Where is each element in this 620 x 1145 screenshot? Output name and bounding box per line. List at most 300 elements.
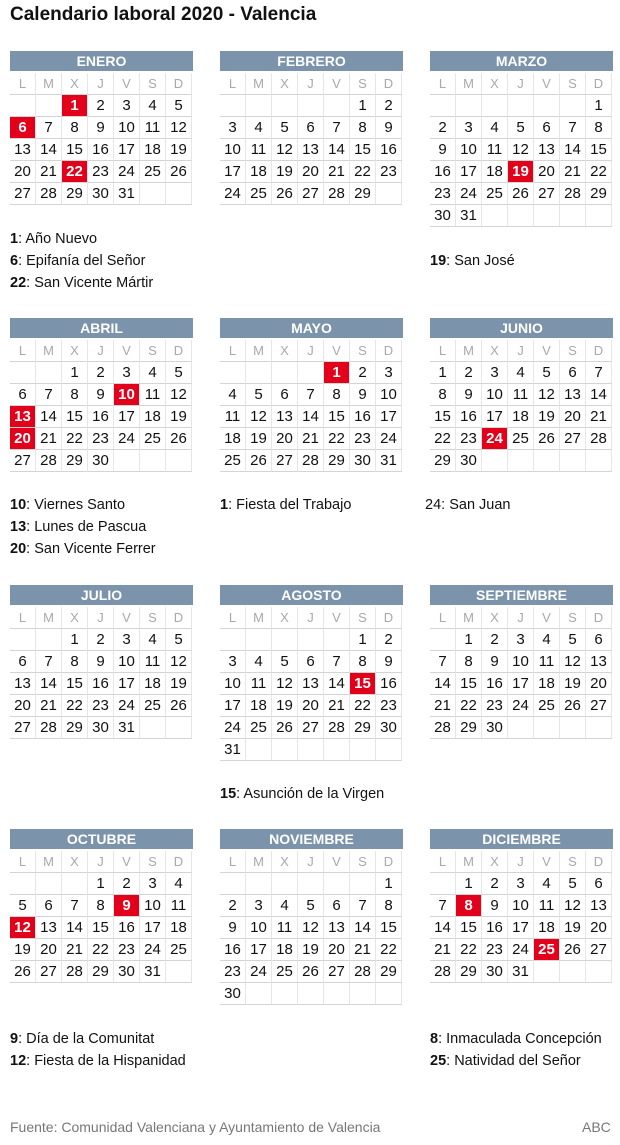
month-header: DICIEMBRE (430, 829, 613, 849)
empty-cell (272, 629, 298, 651)
day-cell: 12 (560, 651, 586, 673)
day-cell: 3 (114, 629, 140, 651)
day-cell: 17 (456, 161, 482, 183)
day-cell: 30 (88, 717, 114, 739)
day-cell: 30 (376, 717, 402, 739)
day-cell: 19 (534, 406, 560, 428)
day-cell: 20 (298, 161, 324, 183)
day-cell: 29 (586, 183, 612, 205)
day-cell: 17 (114, 406, 140, 428)
day-cell: 26 (166, 695, 192, 717)
day-cell: 18 (508, 406, 534, 428)
day-cell: 31 (114, 717, 140, 739)
holiday-note-text: Año Nuevo (25, 231, 98, 247)
day-cell: 9 (482, 895, 508, 917)
day-cell: 24 (114, 428, 140, 450)
holiday-note-separator: : (18, 253, 27, 269)
day-cell: 22 (88, 939, 114, 961)
day-cell: 2 (376, 629, 402, 651)
holiday-note-separator: : (236, 786, 244, 802)
day-cell: 13 (586, 651, 612, 673)
weekday-label: L (430, 340, 456, 362)
day-cell: 2 (88, 629, 114, 651)
weekday-label: J (508, 73, 534, 95)
holiday-note-day: 22 (10, 275, 27, 291)
day-cell: 13 (534, 139, 560, 161)
empty-cell (140, 717, 166, 739)
weekday-label: J (298, 607, 324, 629)
day-cell: 13 (36, 917, 62, 939)
day-cell: 7 (430, 651, 456, 673)
day-cell: 18 (534, 917, 560, 939)
weekday-label: M (456, 73, 482, 95)
holiday-note-text: San Vicente Ferrer (34, 541, 156, 557)
day-cell: 19 (560, 917, 586, 939)
day-cell: 5 (560, 873, 586, 895)
weekday-label: S (560, 340, 586, 362)
day-cell: 12 (298, 917, 324, 939)
day-cell: 14 (62, 917, 88, 939)
day-cell: 13 (10, 673, 36, 695)
day-cell: 26 (560, 695, 586, 717)
month-abril (10, 318, 193, 472)
holiday-note-text: Día de la Comunitat (26, 1031, 155, 1047)
day-cell: 15 (88, 917, 114, 939)
day-cell: 12 (534, 384, 560, 406)
holiday-note-day: 1 (10, 231, 19, 247)
day-cell: 4 (534, 873, 560, 895)
day-cell: 12 (508, 139, 534, 161)
day-cell: 11 (166, 895, 192, 917)
weekday-label: X (62, 73, 88, 95)
day-cell: 9 (456, 384, 482, 406)
day-cell: 28 (36, 183, 62, 205)
day-cell: 30 (114, 961, 140, 983)
month-header: OCTUBRE (10, 829, 193, 849)
day-cell: 18 (166, 917, 192, 939)
day-cell: 16 (430, 161, 456, 183)
empty-cell (298, 739, 324, 761)
day-cell: 6 (586, 629, 612, 651)
notes-agosto (220, 783, 384, 805)
day-cell: 16 (114, 917, 140, 939)
day-cell: 22 (456, 939, 482, 961)
day-cell: 20 (298, 695, 324, 717)
day-cell: 9 (376, 117, 402, 139)
day-cell: 2 (482, 629, 508, 651)
holiday-day-cell: 15 (350, 673, 376, 695)
empty-cell (534, 717, 560, 739)
month-febrero (220, 51, 403, 205)
holiday-day-cell: 24 (482, 428, 508, 450)
empty-cell (10, 95, 36, 117)
empty-cell (36, 629, 62, 651)
weekday-label: S (560, 73, 586, 95)
day-cell: 8 (430, 384, 456, 406)
day-cell: 17 (508, 917, 534, 939)
weekday-label: L (430, 851, 456, 873)
day-cell: 29 (324, 450, 350, 472)
day-cell: 12 (246, 406, 272, 428)
day-cell: 8 (62, 651, 88, 673)
day-cell: 11 (534, 895, 560, 917)
day-cell: 18 (140, 406, 166, 428)
day-cell: 25 (140, 428, 166, 450)
holiday-note (10, 228, 153, 250)
month-enero (10, 51, 193, 205)
weekday-label: M (246, 73, 272, 95)
day-cell: 28 (36, 717, 62, 739)
weekday-label: V (114, 851, 140, 873)
empty-cell (560, 205, 586, 227)
day-cell: 11 (140, 384, 166, 406)
holiday-note-separator: : (446, 1053, 455, 1069)
month-grid (430, 851, 613, 983)
day-cell: 6 (298, 117, 324, 139)
day-cell: 15 (430, 406, 456, 428)
day-cell: 11 (508, 384, 534, 406)
day-cell: 16 (376, 673, 402, 695)
day-cell: 11 (272, 917, 298, 939)
empty-cell (166, 450, 192, 472)
day-cell: 24 (246, 961, 272, 983)
day-cell: 14 (298, 406, 324, 428)
holiday-note-day: 20 (10, 541, 27, 557)
holiday-note-text: Lunes de Pascua (34, 519, 147, 535)
day-cell: 14 (36, 673, 62, 695)
day-cell: 20 (324, 939, 350, 961)
day-cell: 26 (10, 961, 36, 983)
holiday-note (10, 516, 156, 538)
weekday-label: J (508, 340, 534, 362)
holiday-note-separator: : (446, 253, 455, 269)
holiday-day-cell: 12 (10, 917, 36, 939)
day-cell: 5 (166, 362, 192, 384)
day-cell: 14 (430, 917, 456, 939)
holiday-note (10, 538, 156, 560)
day-cell: 22 (350, 161, 376, 183)
day-cell: 17 (482, 406, 508, 428)
empty-cell (324, 983, 350, 1005)
day-cell: 15 (62, 406, 88, 428)
empty-cell (140, 183, 166, 205)
empty-cell (10, 873, 36, 895)
day-cell: 5 (272, 117, 298, 139)
day-cell: 4 (534, 629, 560, 651)
holiday-note-day: 9 (10, 1031, 19, 1047)
day-cell: 28 (560, 183, 586, 205)
day-cell: 13 (298, 673, 324, 695)
month-diciembre (430, 829, 613, 983)
day-cell: 1 (586, 95, 612, 117)
day-cell: 25 (246, 717, 272, 739)
empty-cell (272, 362, 298, 384)
day-cell: 2 (220, 895, 246, 917)
notes-mayo (220, 494, 351, 516)
holiday-note (10, 1028, 186, 1050)
day-cell: 7 (36, 117, 62, 139)
weekday-label: J (88, 607, 114, 629)
weekday-label: S (140, 73, 166, 95)
day-cell: 11 (246, 139, 272, 161)
day-cell: 5 (560, 629, 586, 651)
weekday-label: D (586, 340, 612, 362)
day-cell: 3 (456, 117, 482, 139)
day-cell: 12 (272, 673, 298, 695)
holiday-day-cell: 13 (10, 406, 36, 428)
day-cell: 5 (534, 362, 560, 384)
day-cell: 22 (456, 695, 482, 717)
empty-cell (298, 362, 324, 384)
day-cell: 20 (10, 695, 36, 717)
day-cell: 22 (586, 161, 612, 183)
day-cell: 22 (324, 428, 350, 450)
holiday-note-day: 1 (220, 497, 229, 513)
holiday-day-cell: 1 (62, 95, 88, 117)
holiday-note (10, 250, 153, 272)
weekday-label: L (220, 340, 246, 362)
day-cell: 29 (376, 961, 402, 983)
empty-cell (10, 629, 36, 651)
weekday-label: D (586, 607, 612, 629)
empty-cell (36, 362, 62, 384)
empty-cell (508, 95, 534, 117)
day-cell: 30 (88, 450, 114, 472)
month-header: ENERO (10, 51, 193, 71)
weekday-label: J (88, 340, 114, 362)
day-cell: 23 (456, 428, 482, 450)
empty-cell (376, 183, 402, 205)
day-cell: 5 (166, 629, 192, 651)
weekday-label: L (220, 851, 246, 873)
month-noviembre (220, 829, 403, 1005)
weekday-label: S (560, 607, 586, 629)
day-cell: 8 (324, 384, 350, 406)
day-cell: 12 (166, 117, 192, 139)
weekday-label: S (140, 340, 166, 362)
day-cell: 23 (88, 161, 114, 183)
day-cell: 10 (508, 895, 534, 917)
day-cell: 28 (324, 717, 350, 739)
holiday-note-separator: : (438, 1031, 447, 1047)
empty-cell (560, 450, 586, 472)
weekday-label: L (10, 851, 36, 873)
day-cell: 10 (456, 139, 482, 161)
day-cell: 9 (482, 651, 508, 673)
day-cell: 5 (298, 895, 324, 917)
weekday-label: S (350, 851, 376, 873)
weekday-label: L (220, 73, 246, 95)
day-cell: 24 (376, 428, 402, 450)
day-cell: 31 (140, 961, 166, 983)
month-header: JUNIO (430, 318, 613, 338)
day-cell: 23 (350, 428, 376, 450)
day-cell: 30 (482, 961, 508, 983)
empty-cell (560, 961, 586, 983)
month-header: ABRIL (10, 318, 193, 338)
month-grid (220, 73, 403, 205)
day-cell: 5 (10, 895, 36, 917)
day-cell: 13 (324, 917, 350, 939)
day-cell: 3 (220, 651, 246, 673)
month-grid (10, 340, 193, 472)
day-cell: 14 (586, 384, 612, 406)
empty-cell (534, 450, 560, 472)
empty-cell (534, 95, 560, 117)
empty-cell (114, 450, 140, 472)
day-cell: 29 (62, 450, 88, 472)
day-cell: 25 (246, 183, 272, 205)
day-cell: 25 (534, 695, 560, 717)
day-cell: 28 (350, 961, 376, 983)
day-cell: 17 (376, 406, 402, 428)
day-cell: 5 (272, 651, 298, 673)
day-cell: 1 (376, 873, 402, 895)
weekday-label: X (272, 73, 298, 95)
weekday-label: J (88, 851, 114, 873)
day-cell: 24 (508, 695, 534, 717)
month-header: AGOSTO (220, 585, 403, 605)
holiday-note-day: 13 (10, 519, 27, 535)
holiday-note-text: Asunción de la Virgen (243, 786, 385, 802)
day-cell: 4 (140, 629, 166, 651)
day-cell: 6 (10, 651, 36, 673)
day-cell: 9 (350, 384, 376, 406)
day-cell: 18 (140, 139, 166, 161)
day-cell: 24 (508, 939, 534, 961)
day-cell: 1 (62, 629, 88, 651)
holiday-note-day: 8 (430, 1031, 439, 1047)
day-cell: 29 (456, 717, 482, 739)
holiday-note-day: 15 (220, 786, 237, 802)
day-cell: 27 (298, 183, 324, 205)
day-cell: 21 (560, 161, 586, 183)
empty-cell (36, 873, 62, 895)
holiday-note-separator: : (228, 497, 237, 513)
day-cell: 2 (482, 873, 508, 895)
empty-cell (62, 873, 88, 895)
day-cell: 16 (482, 917, 508, 939)
month-grid (430, 607, 613, 739)
holiday-note-text: Viernes Santo (34, 497, 126, 513)
weekday-label: V (534, 851, 560, 873)
month-header: SEPTIEMBRE (430, 585, 613, 605)
day-cell: 7 (560, 117, 586, 139)
weekday-label: V (114, 607, 140, 629)
month-agosto (220, 585, 403, 761)
weekday-label: V (114, 73, 140, 95)
weekday-label: X (62, 851, 88, 873)
weekday-label: V (324, 851, 350, 873)
holiday-note (425, 494, 510, 516)
day-cell: 9 (430, 139, 456, 161)
day-cell: 9 (376, 651, 402, 673)
day-cell: 19 (166, 673, 192, 695)
day-cell: 6 (298, 651, 324, 673)
day-cell: 10 (246, 917, 272, 939)
day-cell: 15 (350, 139, 376, 161)
day-cell: 11 (220, 406, 246, 428)
weekday-label: D (376, 607, 402, 629)
weekday-label: V (324, 340, 350, 362)
day-cell: 3 (220, 117, 246, 139)
day-cell: 30 (350, 450, 376, 472)
day-cell: 31 (376, 450, 402, 472)
weekday-label: M (246, 340, 272, 362)
month-grid (430, 73, 613, 227)
day-cell: 12 (166, 651, 192, 673)
weekday-label: M (36, 340, 62, 362)
month-octubre (10, 829, 193, 983)
day-cell: 3 (508, 873, 534, 895)
day-cell: 19 (166, 406, 192, 428)
day-cell: 23 (430, 183, 456, 205)
weekday-label: S (350, 73, 376, 95)
weekday-label: L (10, 73, 36, 95)
day-cell: 27 (534, 183, 560, 205)
day-cell: 29 (62, 183, 88, 205)
day-cell: 17 (114, 673, 140, 695)
day-cell: 6 (36, 895, 62, 917)
day-cell: 21 (430, 939, 456, 961)
day-cell: 23 (376, 161, 402, 183)
empty-cell (298, 983, 324, 1005)
weekday-label: L (430, 73, 456, 95)
holiday-day-cell: 9 (114, 895, 140, 917)
day-cell: 27 (586, 939, 612, 961)
day-cell: 10 (482, 384, 508, 406)
month-header: FEBRERO (220, 51, 403, 71)
holiday-note-text: Inmaculada Concepción (446, 1031, 602, 1047)
day-cell: 16 (482, 673, 508, 695)
day-cell: 16 (88, 139, 114, 161)
day-cell: 8 (350, 651, 376, 673)
month-header: JULIO (10, 585, 193, 605)
day-cell: 14 (350, 917, 376, 939)
day-cell: 19 (272, 161, 298, 183)
day-cell: 10 (508, 651, 534, 673)
day-cell: 20 (586, 917, 612, 939)
day-cell: 25 (272, 961, 298, 983)
day-cell: 20 (36, 939, 62, 961)
day-cell: 15 (376, 917, 402, 939)
day-cell: 4 (166, 873, 192, 895)
day-cell: 13 (272, 406, 298, 428)
day-cell: 26 (298, 961, 324, 983)
weekday-label: J (508, 851, 534, 873)
notes-abril (10, 494, 156, 560)
day-cell: 16 (376, 139, 402, 161)
day-cell: 3 (140, 873, 166, 895)
day-cell: 23 (114, 939, 140, 961)
day-cell: 21 (298, 428, 324, 450)
month-grid (220, 851, 403, 1005)
empty-cell (586, 717, 612, 739)
day-cell: 8 (62, 384, 88, 406)
day-cell: 10 (114, 117, 140, 139)
empty-cell (586, 961, 612, 983)
day-cell: 10 (220, 139, 246, 161)
day-cell: 17 (140, 917, 166, 939)
holiday-day-cell: 1 (324, 362, 350, 384)
empty-cell (246, 629, 272, 651)
day-cell: 13 (10, 139, 36, 161)
day-cell: 27 (586, 695, 612, 717)
day-cell: 2 (114, 873, 140, 895)
weekday-label: D (376, 73, 402, 95)
day-cell: 6 (560, 362, 586, 384)
day-cell: 24 (140, 939, 166, 961)
